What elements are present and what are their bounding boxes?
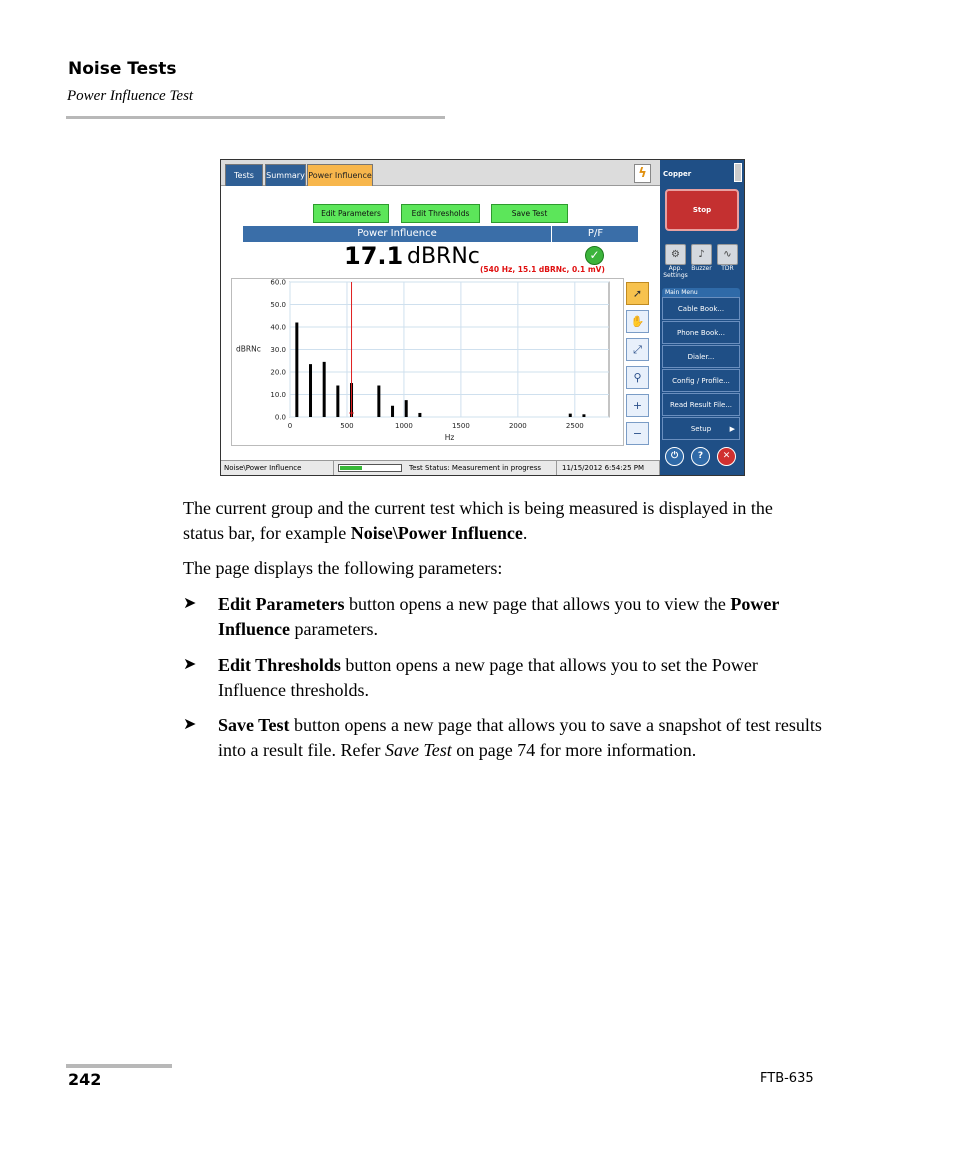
paragraph-status (183, 496, 773, 545)
bar (391, 406, 394, 417)
status-bar (221, 460, 660, 475)
para1-end: . (522, 522, 528, 543)
menu-config-profile[interactable]: Config / Profile... (662, 369, 740, 392)
zoom-icon[interactable]: ⚲ (626, 366, 649, 389)
footer-rule (66, 1064, 172, 1068)
zoom-out-icon[interactable]: − (626, 422, 649, 445)
x-tick-label: 2500 (565, 422, 584, 430)
bullet-body: button opens a new page that allows you to view the (344, 594, 731, 614)
section-subtitle: Power Influence Test (67, 88, 194, 104)
bullet-bold: Edit Thresholds (218, 655, 341, 675)
x-axis-label: Hz (444, 433, 455, 442)
panel-title: Copper (663, 170, 692, 178)
y-tick-label: 10.0 (270, 391, 286, 399)
spectrum-chart[interactable] (231, 278, 624, 446)
cursor-readout: (540 Hz, 15.1 dBRNc, 0.1 mV) (480, 265, 605, 274)
close-icon[interactable]: ✕ (717, 447, 736, 466)
menu-setup[interactable] (662, 417, 740, 440)
app-settings-label: App. Settings (663, 265, 688, 279)
app-screenshot (220, 159, 745, 476)
y-tick-label: 60.0 (270, 279, 286, 287)
bullet-bold-2: Power Influence (218, 594, 780, 639)
arrow-bullet-icon: ➤ (183, 714, 197, 733)
measurement-header (243, 226, 638, 242)
header-rule (66, 116, 445, 119)
status-text: Test Status: Measurement in progress (406, 461, 557, 476)
menu-phone-book[interactable]: Phone Book... (662, 321, 740, 344)
para1-text: The current group and the current test which is being measured is displayed in the status bar, for example (183, 498, 773, 543)
page-number: 242 (68, 1070, 102, 1089)
bar (405, 400, 408, 417)
bar (582, 414, 585, 417)
pan-hand-icon[interactable]: ✋ (626, 310, 649, 333)
bullet-bold: Edit Parameters (218, 594, 345, 614)
arrow-bullet-icon: ➤ (183, 654, 197, 673)
zoom-in-icon[interactable]: + (626, 394, 649, 417)
progress-bar (338, 464, 402, 472)
bullet-body-2: parameters. (290, 618, 378, 639)
pf-label: P/F (587, 228, 604, 239)
paragraph-intro: The page displays the following parameters: (183, 558, 503, 578)
document-id: FTB-635 (760, 1071, 814, 1086)
para1-bold: Noise\Power Influence (350, 522, 523, 543)
bullet-text (218, 592, 818, 641)
wrench-icon[interactable]: ⚙ (665, 244, 686, 265)
measurement-unit: dBRNc (407, 244, 480, 269)
lightning-icon[interactable]: ϟ (634, 164, 651, 183)
measurement-value: 17.1 (344, 242, 404, 270)
tab-bar (221, 160, 660, 186)
cursor-marker: + (348, 408, 355, 418)
measurement-label: Power Influence (243, 226, 552, 242)
x-tick-label: 1500 (451, 422, 470, 430)
bullet-bold: Save Test (218, 715, 290, 735)
y-axis-label: dBRNc (236, 344, 261, 354)
buzzer-label: Buzzer (691, 265, 712, 272)
bar (336, 386, 339, 418)
tab-power-influence[interactable]: Power Influence (307, 164, 373, 186)
bullet-body: button opens a new page that allows you to set the Power Influence thresholds. (218, 655, 758, 700)
edit-parameters-button[interactable]: Edit Parameters (313, 204, 389, 223)
bullet-italic: Save Test (384, 739, 452, 760)
tdr-label: TDR (721, 265, 734, 272)
zoom-fit-icon[interactable]: ⤢ (626, 338, 649, 361)
section-title: Noise Tests (68, 59, 177, 79)
bullet-body: button opens a new page that allows you to save a snapshot of test results into a result file. Refer (218, 715, 822, 760)
pointer-tool-icon[interactable]: ➚ (626, 282, 649, 305)
y-tick-label: 20.0 (270, 368, 286, 377)
y-tick-label: 0.0 (274, 413, 286, 422)
bar (377, 386, 380, 418)
tab-summary[interactable]: Summary (265, 164, 306, 186)
stop-button[interactable]: Stop (665, 189, 739, 231)
chevron-right-icon: ▶ (729, 425, 735, 433)
y-tick-label: 40.0 (270, 323, 286, 332)
menu-setup-label: Setup (690, 425, 712, 433)
edit-thresholds-button[interactable]: Edit Thresholds (401, 204, 480, 223)
bar (418, 413, 421, 417)
y-tick-label: 30.0 (270, 346, 286, 354)
main-menu-header: Main Menu (662, 288, 740, 297)
pass-check-icon: ✓ (585, 246, 604, 265)
menu-read-result-file[interactable]: Read Result File... (662, 393, 740, 416)
y-tick-label: 50.0 (270, 301, 286, 309)
x-tick-label: 500 (340, 422, 354, 430)
power-icon[interactable]: ⏻ (665, 447, 684, 466)
waveform-icon[interactable]: ∿ (717, 244, 738, 265)
menu-cable-book[interactable]: Cable Book... (662, 297, 740, 320)
bar (295, 323, 298, 418)
speaker-icon[interactable]: ♪ (691, 244, 712, 265)
right-panel (660, 160, 745, 475)
bullet-body-2: on page 74 for more information. (451, 739, 697, 760)
menu-dialer[interactable]: Dialer... (662, 345, 740, 368)
chart-svg (232, 279, 625, 447)
arrow-bullet-icon: ➤ (183, 593, 197, 612)
bar (569, 414, 572, 417)
tab-tests[interactable]: Tests (225, 164, 263, 186)
save-test-button[interactable]: Save Test (491, 204, 568, 223)
help-icon[interactable]: ? (691, 447, 710, 466)
x-tick-label: 1000 (395, 422, 413, 430)
bullet-text (218, 713, 823, 762)
status-datetime: 11/15/2012 6:54:25 PM (559, 461, 660, 476)
x-tick-label: 0 (287, 422, 293, 430)
bar (323, 362, 326, 417)
bullet-text (218, 653, 808, 702)
x-tick-label: 2000 (508, 422, 527, 430)
battery-icon (734, 163, 742, 182)
status-path: Noise\Power Influence (221, 461, 334, 476)
bar (309, 364, 312, 417)
progress-fill (340, 466, 362, 470)
